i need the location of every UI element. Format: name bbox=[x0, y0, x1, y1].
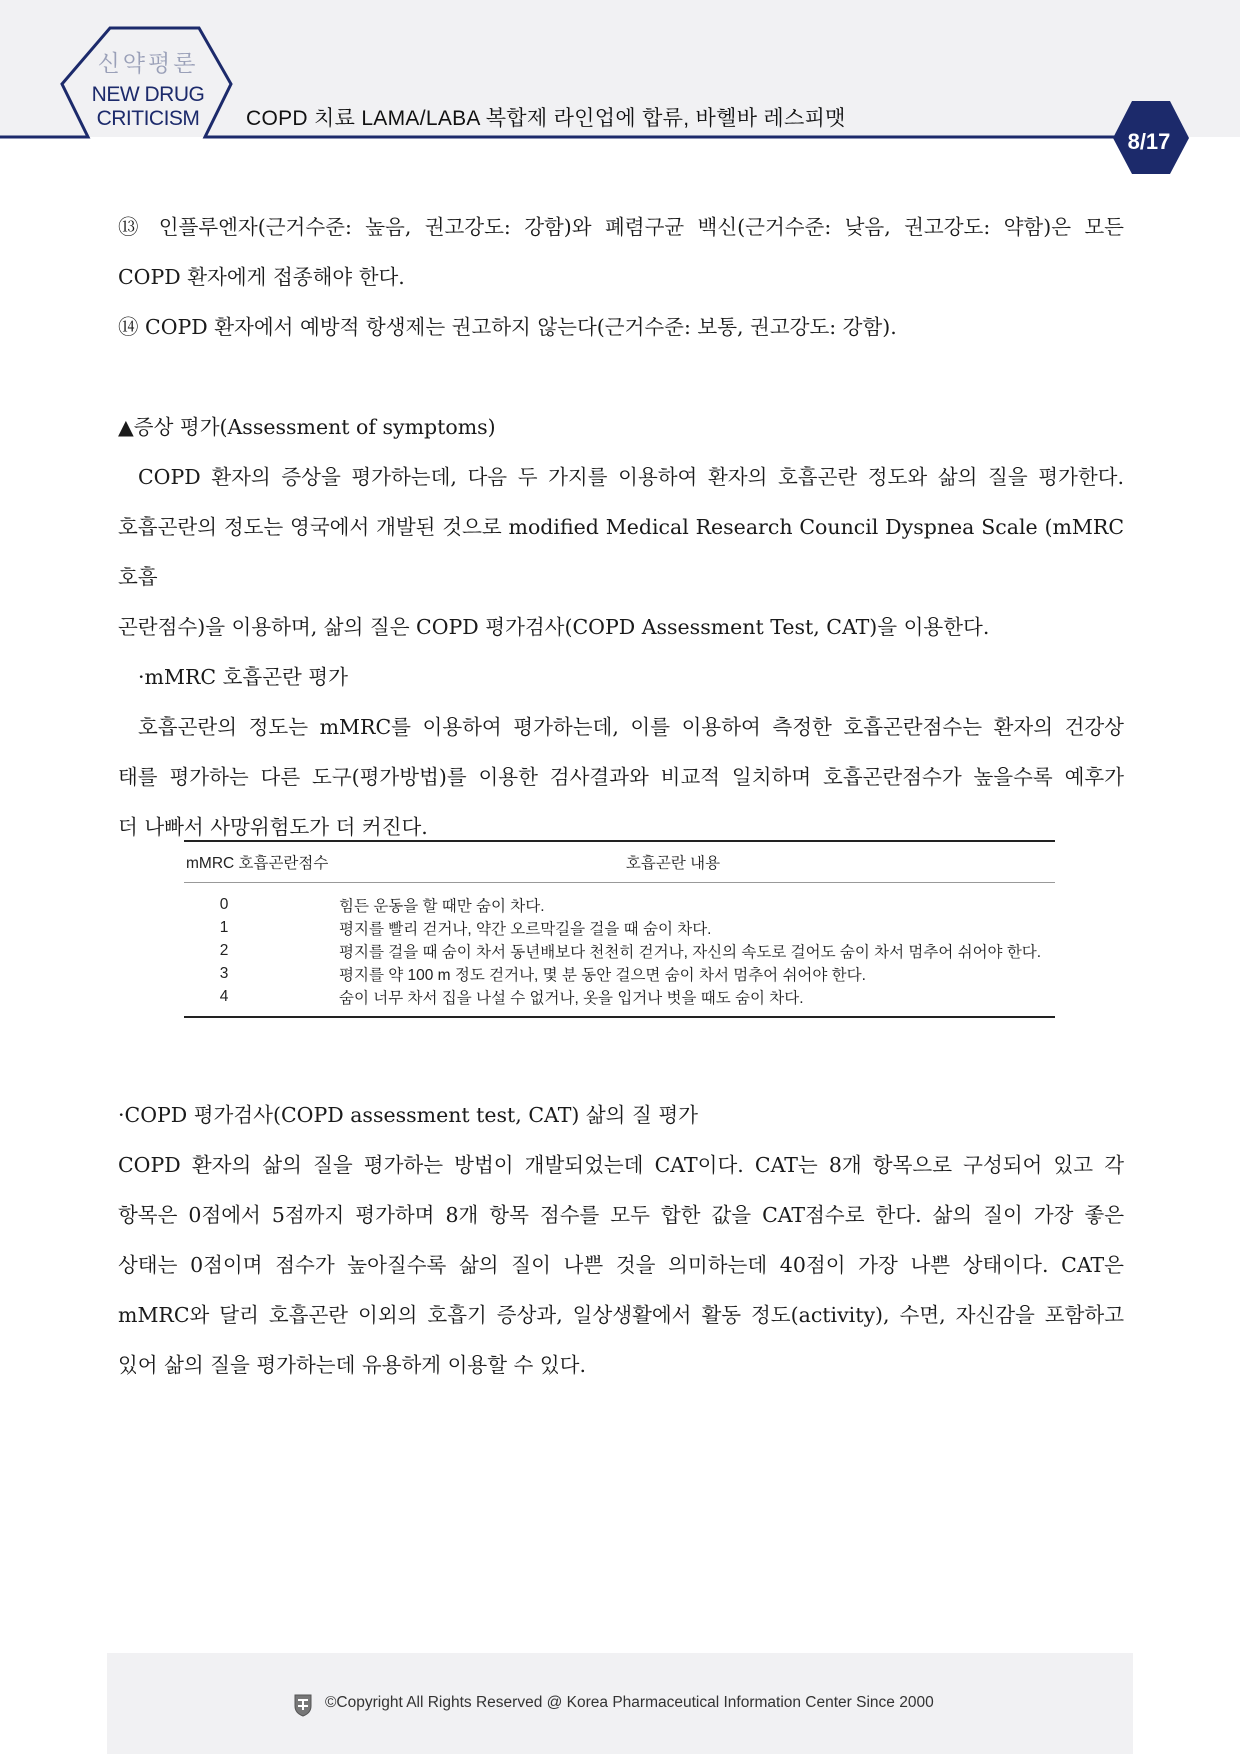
logo-line1: NEW DRUG bbox=[91, 83, 205, 106]
mmrc-line2: 태를 평가하는 다른 도구(평가방법)를 이용한 검사결과와 비교적 일치하며 호흡곤란점수가 높을수록 예후가 bbox=[118, 765, 1124, 789]
symptoms-line1: COPD 환자의 증상을 평가하는데, 다음 두 가지를 이용하여 환자의 호흡곤란 정도와 삶의 질을 평가한다. bbox=[138, 465, 1124, 489]
col-header-score: mMRC 호흡곤란점수 bbox=[186, 855, 329, 872]
document-body bbox=[118, 202, 1124, 852]
page-title: COPD 치료 LAMA/LABA 복합제 라인업에 합류, 바헬바 레스피맷 bbox=[246, 107, 846, 130]
shield-emblem-icon bbox=[293, 1693, 313, 1717]
item-13-line1: ⑬ 인플루엔자(근거수준: 높음, 권고강도: 강함)와 폐렴구균 백신(근거수준: 낮음, 권고강도: 약함)은 모든 bbox=[118, 215, 1124, 239]
row-score: 3 bbox=[219, 964, 229, 982]
spacer bbox=[118, 352, 1124, 402]
cat-section bbox=[118, 1090, 1124, 1390]
footer bbox=[107, 1653, 1133, 1754]
table-row bbox=[184, 893, 1055, 916]
page-number: 8/17 bbox=[1127, 129, 1171, 154]
row-desc: 평지를 빨리 걷거나, 약간 오르막길을 걸을 때 숨이 차다. bbox=[339, 920, 712, 938]
mmrc-line1: 호흡곤란의 정도는 mMRC를 이용하여 평가하는데, 이를 이용하여 측정한 호흡곤란점수는 환자의 건강상 bbox=[138, 715, 1124, 739]
table-body bbox=[184, 883, 1055, 1016]
item-13-line2: COPD 환자에게 접종해야 한다. bbox=[118, 265, 405, 289]
symptoms-line2: 호흡곤란의 정도는 영국에서 개발된 것으로 modified Medical Research Council Dyspnea Scale (mMRC 호흡 bbox=[118, 515, 1124, 589]
row-desc: 평지를 걸을 때 숨이 차서 동년배보다 천천히 걷거나, 자신의 속도로 걸어도 숨이 차서 멈추어 쉬어야 한다. bbox=[339, 943, 1042, 961]
item-14: ⑭ COPD 환자에서 예방적 항생제는 권고하지 않는다(근거수준: 보통, 권고강도: 강함). bbox=[118, 315, 897, 339]
row-desc: 힘든 운동을 할 때만 숨이 차다. bbox=[339, 897, 545, 915]
row-score: 0 bbox=[219, 895, 229, 913]
table-header bbox=[184, 842, 1055, 883]
row-desc: 숨이 너무 차서 집을 나설 수 없거나, 옷을 입거나 벗을 때도 숨이 차다. bbox=[339, 989, 804, 1007]
table-row bbox=[184, 962, 1055, 985]
table-row bbox=[184, 985, 1055, 1008]
table-row bbox=[184, 939, 1055, 962]
mmrc-line3: 더 나빠서 사망위험도가 더 커진다. bbox=[118, 815, 428, 839]
logo-korean: 신약평론 bbox=[97, 50, 199, 76]
logo-line2: CRITICISM bbox=[96, 107, 200, 130]
cat-heading: ·COPD 평가검사(COPD assessment test, CAT) 삶의 질 평가 bbox=[118, 1103, 698, 1127]
table-row bbox=[184, 916, 1055, 939]
cat-line4: mMRC와 달리 호흡곤란 이외의 호흡기 증상과, 일상생활에서 활동 정도(activity), 수면, 자신감을 포함하고 bbox=[118, 1303, 1124, 1327]
row-desc: 평지를 약 100 m 정도 걷거나, 몇 분 동안 걸으면 숨이 차서 멈추어 쉬어야 한다. bbox=[339, 966, 866, 984]
cat-line3: 상태는 0점이며 점수가 높아질수록 삶의 질이 나쁜 것을 의미하는데 40점이 가장 나쁜 상태이다. CAT은 bbox=[118, 1253, 1124, 1277]
mmrc-heading: ·mMRC 호흡곤란 평가 bbox=[138, 665, 348, 689]
copyright-text: ©Copyright All Rights Reserved @ Korea Pharmaceutical Information Center Since 2000 bbox=[325, 1694, 934, 1711]
row-score: 4 bbox=[219, 987, 229, 1005]
cat-line2: 항목은 0점에서 5점까지 평가하며 8개 항목 점수를 모두 합한 값을 CAT점수로 한다. 삶의 질이 가장 좋은 bbox=[118, 1203, 1124, 1227]
mmrc-table bbox=[184, 840, 1055, 1018]
symptoms-line3: 곤란점수)을 이용하며, 삶의 질은 COPD 평가검사(COPD Assessment Test, CAT)을 이용한다. bbox=[118, 615, 990, 639]
row-score: 1 bbox=[219, 918, 229, 936]
row-score: 2 bbox=[219, 941, 229, 959]
col-header-desc: 호흡곤란 내용 bbox=[625, 855, 721, 872]
cat-line5: 있어 삶의 질을 평가하는데 유용하게 이용할 수 있다. bbox=[118, 1353, 586, 1377]
cat-line1: COPD 환자의 삶의 질을 평가하는 방법이 개발되었는데 CAT이다. CAT는 8개 항목으로 구성되어 있고 각 bbox=[118, 1153, 1124, 1177]
section-heading: ▲증상 평가(Assessment of symptoms) bbox=[118, 415, 496, 439]
